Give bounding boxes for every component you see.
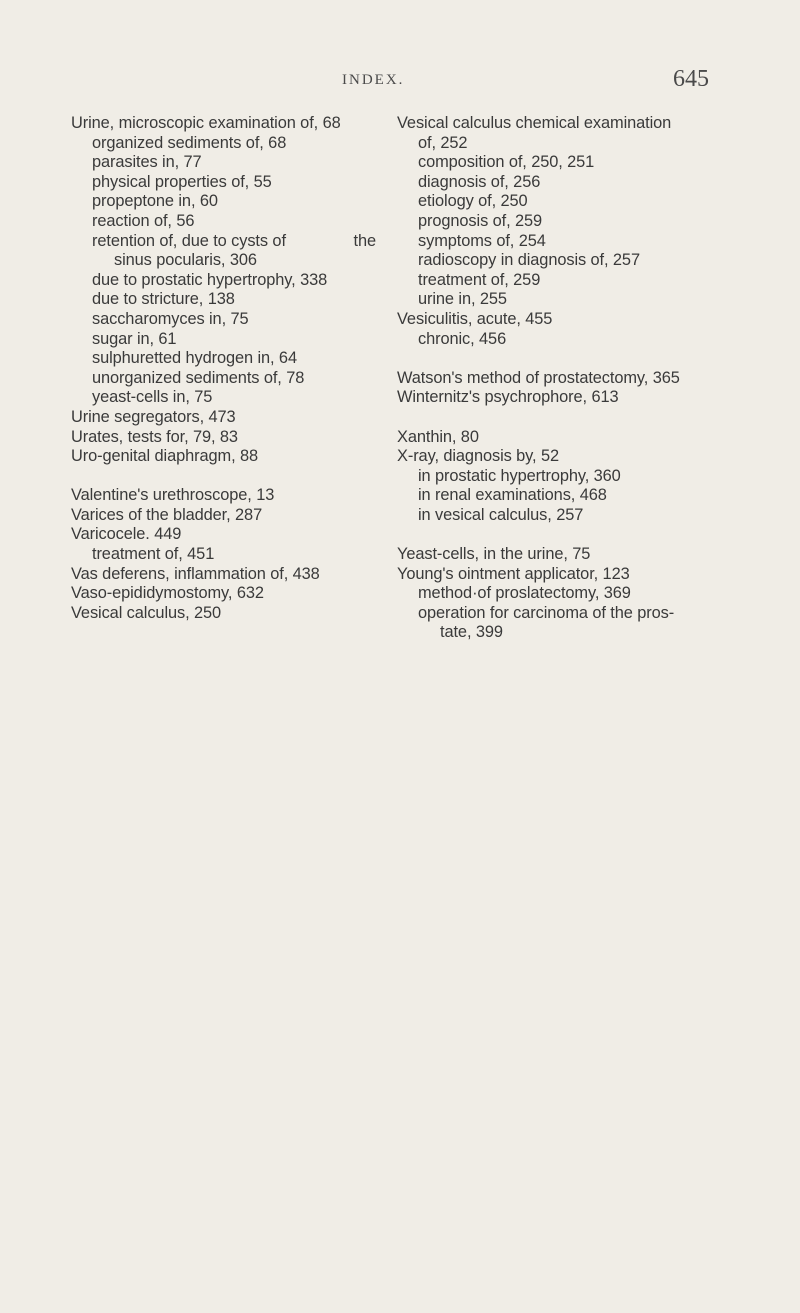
index-subentry: composition of, 250, 251 (418, 153, 595, 172)
index-entry: Varicocele. 449 (71, 525, 182, 544)
index-entry: Varices of the bladder, 287 (71, 505, 263, 524)
index-entry: Watson's method of prostatectomy, 365 (397, 368, 680, 387)
index-subentry: sulphuretted hydrogen in, 64 (92, 349, 297, 368)
index-entry: Winternitz's psychrophore, 613 (397, 388, 619, 407)
index-subentry: treatment of, 451 (92, 545, 215, 564)
index-subentry: due to prostatic hypertrophy, 338 (92, 270, 328, 289)
index-entry: Yeast-cells, in the urine, 75 (397, 545, 591, 564)
index-subentry: treatment of, 259 (418, 270, 541, 289)
index-entry: Uro-genital diaphragm, 88 (71, 447, 259, 466)
index-subentry: in vesical calculus, 257 (418, 505, 584, 524)
index-entry: Urine segregators, 473 (71, 407, 236, 426)
index-column-right (397, 114, 742, 643)
index-entry: Vesical calculus chemical examination (397, 114, 672, 132)
index-subentry: urine in, 255 (418, 290, 507, 309)
index-subentry: organized sediments of, 68 (92, 133, 287, 152)
index-subentry: in prostatic hypertrophy, 360 (418, 466, 621, 485)
index-subentry: yeast-cells in, 75 (92, 388, 213, 407)
running-header: INDEX. (342, 72, 405, 88)
section-gap (71, 467, 376, 487)
index-subentry: method·of proslatectomy, 369 (418, 584, 631, 603)
index-subentry: radioscopy in diagnosis of, 257 (418, 251, 640, 270)
page-number: 645 (673, 66, 709, 92)
index-subentry: reaction of, 56 (92, 211, 195, 230)
index-entry: Urine, microscopic examination of, 68 (71, 114, 341, 132)
index-subentry (71, 232, 376, 252)
section-gap (397, 349, 742, 369)
index-entry: Xanthin, 80 (397, 427, 479, 446)
index-column-left (71, 114, 376, 623)
index-entry-continued: of, 252 (418, 133, 468, 152)
index-subentry: propeptone in, 60 (92, 192, 218, 211)
index-subentry: prognosis of, 259 (418, 211, 543, 230)
section-gap (397, 525, 742, 545)
index-entry: Vesical calculus, 250 (71, 603, 222, 622)
index-entry: Vesiculitis, acute, 455 (397, 309, 553, 328)
index-subentry: saccharomyces in, 75 (92, 309, 249, 328)
index-subentry-text: retention of, due to cysts of (92, 231, 286, 250)
index-subentry-continued: sinus pocularis, 306 (114, 251, 257, 270)
index-subentry: sugar in, 61 (92, 329, 177, 348)
index-subentry-continued: tate, 399 (440, 623, 503, 642)
index-subentry: diagnosis of, 256 (418, 172, 541, 191)
index-entry: X-ray, diagnosis by, 52 (397, 447, 559, 466)
index-entry: Vas deferens, inflammation of, 438 (71, 564, 320, 583)
index-entry: Young's ointment applicator, 123 (397, 564, 630, 583)
index-subentry-text: the (353, 231, 376, 250)
index-entry: Urates, tests for, 79, 83 (71, 427, 238, 446)
index-entry: Valentine's urethroscope, 13 (71, 486, 275, 505)
index-subentry: parasites in, 77 (92, 153, 202, 172)
index-subentry: etiology of, 250 (418, 192, 528, 211)
index-subentry: physical properties of, 55 (92, 172, 272, 191)
index-subentry: operation for carcinoma of the pros- (418, 603, 675, 622)
index-subentry: chronic, 456 (418, 329, 507, 348)
index-subentry: in renal examinations, 468 (418, 486, 607, 505)
index-subentry: symptoms of, 254 (418, 231, 546, 250)
index-subentry: due to stricture, 138 (92, 290, 235, 309)
section-gap (397, 408, 742, 428)
index-entry: Vaso-epididymostomy, 632 (71, 584, 264, 603)
index-subentry: unorganized sediments of, 78 (92, 368, 305, 387)
